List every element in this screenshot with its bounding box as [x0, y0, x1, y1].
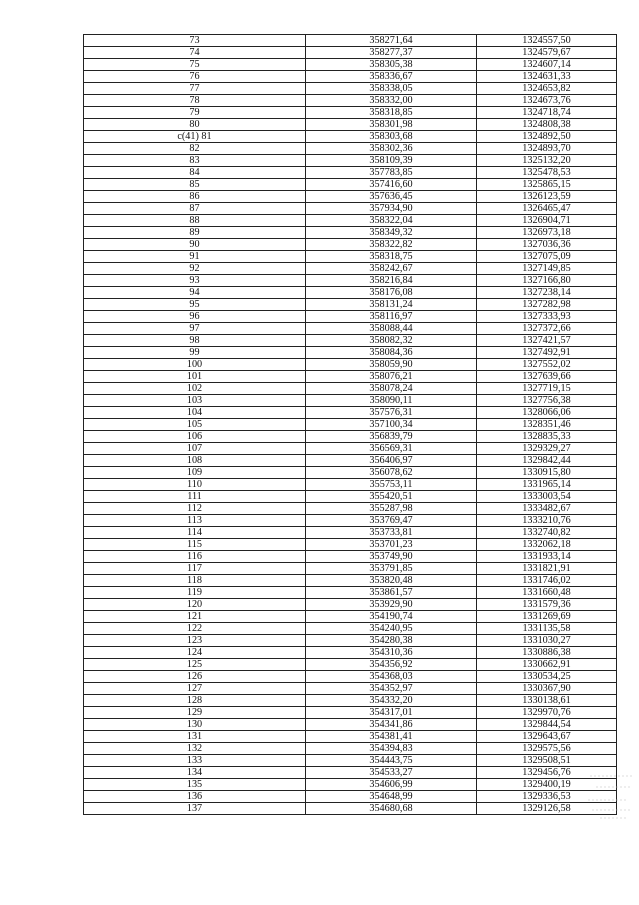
table-row	[84, 551, 617, 563]
table-row	[84, 407, 617, 419]
table-row	[84, 371, 617, 383]
y-coordinate-cell: 1331135,58	[477, 623, 617, 635]
table-row	[84, 527, 617, 539]
point-number-cell: 100	[84, 359, 306, 371]
table-row	[84, 287, 617, 299]
table-row	[84, 299, 617, 311]
coordinates-table-body	[84, 35, 617, 815]
y-coordinate-cell: 1331965,14	[477, 479, 617, 491]
y-coordinate-cell: 1327036,36	[477, 239, 617, 251]
y-coordinate-cell: 1327075,09	[477, 251, 617, 263]
x-coordinate-cell: 358084,36	[306, 347, 477, 359]
y-coordinate-cell: 1330886,38	[477, 647, 617, 659]
point-number-cell: 78	[84, 95, 306, 107]
x-coordinate-cell: 358059,90	[306, 359, 477, 371]
x-coordinate-cell: 355420,51	[306, 491, 477, 503]
x-coordinate-cell: 358349,32	[306, 227, 477, 239]
y-coordinate-cell: 1326123,59	[477, 191, 617, 203]
x-coordinate-cell: 358336,67	[306, 71, 477, 83]
point-number-cell: 91	[84, 251, 306, 263]
point-number-cell: 97	[84, 323, 306, 335]
y-coordinate-cell: 1329844,54	[477, 719, 617, 731]
table-row	[84, 803, 617, 815]
x-coordinate-cell: 354190,74	[306, 611, 477, 623]
table-row	[84, 83, 617, 95]
point-number-cell: 137	[84, 803, 306, 815]
table-row	[84, 347, 617, 359]
y-coordinate-cell: 1327333,93	[477, 311, 617, 323]
y-coordinate-cell: 1325478,53	[477, 167, 617, 179]
x-coordinate-cell: 357100,34	[306, 419, 477, 431]
point-number-cell: 99	[84, 347, 306, 359]
y-coordinate-cell: 1330367,90	[477, 683, 617, 695]
y-coordinate-cell: 1328835,33	[477, 431, 617, 443]
table-row	[84, 107, 617, 119]
y-coordinate-cell: 1324892,50	[477, 131, 617, 143]
x-coordinate-cell: 358078,24	[306, 383, 477, 395]
table-row	[84, 659, 617, 671]
point-number-cell: 102	[84, 383, 306, 395]
table-row	[84, 731, 617, 743]
x-coordinate-cell: 358338,05	[306, 83, 477, 95]
x-coordinate-cell: 354648,99	[306, 791, 477, 803]
point-number-cell: 124	[84, 647, 306, 659]
y-coordinate-cell: 1325132,20	[477, 155, 617, 167]
y-coordinate-cell: 1327238,14	[477, 287, 617, 299]
table-row	[84, 707, 617, 719]
y-coordinate-cell: 1327372,66	[477, 323, 617, 335]
point-number-cell: 119	[84, 587, 306, 599]
table-row	[84, 335, 617, 347]
table-row	[84, 719, 617, 731]
point-number-cell: 106	[84, 431, 306, 443]
table-row	[84, 323, 617, 335]
table-row	[84, 623, 617, 635]
point-number-cell: 133	[84, 755, 306, 767]
x-coordinate-cell: 358271,64	[306, 35, 477, 47]
table-row	[84, 635, 617, 647]
x-coordinate-cell: 355287,98	[306, 503, 477, 515]
table-row	[84, 515, 617, 527]
table-row	[84, 443, 617, 455]
x-coordinate-cell: 354368,03	[306, 671, 477, 683]
point-number-cell: 105	[84, 419, 306, 431]
y-coordinate-cell: 1324653,82	[477, 83, 617, 95]
x-coordinate-cell: 354394,83	[306, 743, 477, 755]
x-coordinate-cell: 356078,62	[306, 467, 477, 479]
point-number-cell: 93	[84, 275, 306, 287]
table-row	[84, 383, 617, 395]
point-number-cell: 84	[84, 167, 306, 179]
point-number-cell: 114	[84, 527, 306, 539]
x-coordinate-cell: 354443,75	[306, 755, 477, 767]
x-coordinate-cell: 356406,97	[306, 455, 477, 467]
x-coordinate-cell: 353929,90	[306, 599, 477, 611]
point-number-cell: 75	[84, 59, 306, 71]
y-coordinate-cell: 1329329,27	[477, 443, 617, 455]
x-coordinate-cell: 358216,84	[306, 275, 477, 287]
x-coordinate-cell: 358305,38	[306, 59, 477, 71]
y-coordinate-cell: 1330138,61	[477, 695, 617, 707]
point-number-cell: 109	[84, 467, 306, 479]
y-coordinate-cell: 1329970,76	[477, 707, 617, 719]
y-coordinate-cell: 1327756,38	[477, 395, 617, 407]
point-number-cell: 136	[84, 791, 306, 803]
table-row	[84, 47, 617, 59]
point-number-cell: 131	[84, 731, 306, 743]
table-row	[84, 695, 617, 707]
x-coordinate-cell: 357636,45	[306, 191, 477, 203]
table-row	[84, 467, 617, 479]
y-coordinate-cell: 1332062,18	[477, 539, 617, 551]
y-coordinate-cell: 1328066,06	[477, 407, 617, 419]
x-coordinate-cell: 358109,39	[306, 155, 477, 167]
table-row	[84, 611, 617, 623]
y-coordinate-cell: 1324607,14	[477, 59, 617, 71]
y-coordinate-cell: 1324579,67	[477, 47, 617, 59]
y-coordinate-cell: 1324893,70	[477, 143, 617, 155]
x-coordinate-cell: 358088,44	[306, 323, 477, 335]
table-row	[84, 395, 617, 407]
point-number-cell: 129	[84, 707, 306, 719]
coordinates-table	[83, 34, 617, 815]
y-coordinate-cell: 1324631,33	[477, 71, 617, 83]
point-number-cell: 98	[84, 335, 306, 347]
x-coordinate-cell: 358301,98	[306, 119, 477, 131]
x-coordinate-cell: 354280,38	[306, 635, 477, 647]
x-coordinate-cell: 357783,85	[306, 167, 477, 179]
point-number-cell: 92	[84, 263, 306, 275]
table-row	[84, 59, 617, 71]
table-row	[84, 755, 617, 767]
point-number-cell: 88	[84, 215, 306, 227]
x-coordinate-cell: 354381,41	[306, 731, 477, 743]
point-number-cell: 130	[84, 719, 306, 731]
point-number-cell: 125	[84, 659, 306, 671]
table-row	[84, 539, 617, 551]
y-coordinate-cell: 1324808,38	[477, 119, 617, 131]
table-row	[84, 743, 617, 755]
y-coordinate-cell: 1326904,71	[477, 215, 617, 227]
table-row	[84, 203, 617, 215]
x-coordinate-cell: 355753,11	[306, 479, 477, 491]
x-coordinate-cell: 358318,75	[306, 251, 477, 263]
y-coordinate-cell: 1329643,67	[477, 731, 617, 743]
y-coordinate-cell: 1330534,25	[477, 671, 617, 683]
y-coordinate-cell: 1326465,47	[477, 203, 617, 215]
x-coordinate-cell: 353749,90	[306, 551, 477, 563]
point-number-cell: 96	[84, 311, 306, 323]
point-number-cell: 126	[84, 671, 306, 683]
table-row	[84, 779, 617, 791]
x-coordinate-cell: 356569,31	[306, 443, 477, 455]
table-row	[84, 647, 617, 659]
point-number-cell: 101	[84, 371, 306, 383]
table-row	[84, 791, 617, 803]
x-coordinate-cell: 358116,97	[306, 311, 477, 323]
point-number-cell: 107	[84, 443, 306, 455]
x-coordinate-cell: 358303,68	[306, 131, 477, 143]
table-row	[84, 767, 617, 779]
point-number-cell: 111	[84, 491, 306, 503]
table-row	[84, 563, 617, 575]
point-number-cell: 128	[84, 695, 306, 707]
table-row	[84, 359, 617, 371]
x-coordinate-cell: 357416,60	[306, 179, 477, 191]
table-row	[84, 455, 617, 467]
table-row	[84, 191, 617, 203]
y-coordinate-cell: 1327639,66	[477, 371, 617, 383]
table-row	[84, 215, 617, 227]
y-coordinate-cell: 1327492,91	[477, 347, 617, 359]
y-coordinate-cell: 1333003,54	[477, 491, 617, 503]
table-row	[84, 95, 617, 107]
point-number-cell: 117	[84, 563, 306, 575]
point-number-cell: 82	[84, 143, 306, 155]
table-row	[84, 479, 617, 491]
point-number-cell: 87	[84, 203, 306, 215]
y-coordinate-cell: 1329842,44	[477, 455, 617, 467]
point-number-cell: 79	[84, 107, 306, 119]
point-number-cell: 115	[84, 539, 306, 551]
point-number-cell: 89	[84, 227, 306, 239]
x-coordinate-cell: 354240,95	[306, 623, 477, 635]
table-row	[84, 143, 617, 155]
table-row	[84, 263, 617, 275]
x-coordinate-cell: 353769,47	[306, 515, 477, 527]
x-coordinate-cell: 358176,08	[306, 287, 477, 299]
point-number-cell: 74	[84, 47, 306, 59]
y-coordinate-cell: 1327282,98	[477, 299, 617, 311]
x-coordinate-cell: 354606,99	[306, 779, 477, 791]
y-coordinate-cell: 1331746,02	[477, 575, 617, 587]
y-coordinate-cell: 1324718,74	[477, 107, 617, 119]
point-number-cell: 112	[84, 503, 306, 515]
point-number-cell: 83	[84, 155, 306, 167]
table-row	[84, 503, 617, 515]
table-row	[84, 167, 617, 179]
y-coordinate-cell: 1333210,76	[477, 515, 617, 527]
table-row	[84, 155, 617, 167]
y-coordinate-cell: 1331933,14	[477, 551, 617, 563]
table-row	[84, 239, 617, 251]
y-coordinate-cell: 1329456,76	[477, 767, 617, 779]
table-row	[84, 671, 617, 683]
x-coordinate-cell: 354356,92	[306, 659, 477, 671]
point-number-cell: 76	[84, 71, 306, 83]
point-number-cell: 122	[84, 623, 306, 635]
y-coordinate-cell: 1327166,80	[477, 275, 617, 287]
y-coordinate-cell: 1324557,50	[477, 35, 617, 47]
x-coordinate-cell: 358131,24	[306, 299, 477, 311]
x-coordinate-cell: 358076,21	[306, 371, 477, 383]
y-coordinate-cell: 1330662,91	[477, 659, 617, 671]
table-row	[84, 683, 617, 695]
point-number-cell: 104	[84, 407, 306, 419]
point-number-cell: 123	[84, 635, 306, 647]
table-row	[84, 419, 617, 431]
x-coordinate-cell: 358082,32	[306, 335, 477, 347]
x-coordinate-cell: 354332,20	[306, 695, 477, 707]
y-coordinate-cell: 1331030,27	[477, 635, 617, 647]
x-coordinate-cell: 353861,57	[306, 587, 477, 599]
y-coordinate-cell: 1329336,53	[477, 791, 617, 803]
y-coordinate-cell: 1331269,69	[477, 611, 617, 623]
point-number-cell: 113	[84, 515, 306, 527]
table-row	[84, 575, 617, 587]
y-coordinate-cell: 1331660,48	[477, 587, 617, 599]
x-coordinate-cell: 354533,27	[306, 767, 477, 779]
point-number-cell: 120	[84, 599, 306, 611]
table-row	[84, 431, 617, 443]
x-coordinate-cell: 358277,37	[306, 47, 477, 59]
y-coordinate-cell: 1327421,57	[477, 335, 617, 347]
x-coordinate-cell: 358322,04	[306, 215, 477, 227]
x-coordinate-cell: 354352,97	[306, 683, 477, 695]
point-number-cell: 95	[84, 299, 306, 311]
y-coordinate-cell: 1329126,58	[477, 803, 617, 815]
table-row	[84, 119, 617, 131]
y-coordinate-cell: 1324673,76	[477, 95, 617, 107]
table-row	[84, 599, 617, 611]
table-row	[84, 71, 617, 83]
point-number-cell: c(41) 81	[84, 131, 306, 143]
point-number-cell: 121	[84, 611, 306, 623]
x-coordinate-cell: 358090,11	[306, 395, 477, 407]
x-coordinate-cell: 353791,85	[306, 563, 477, 575]
y-coordinate-cell: 1329508,51	[477, 755, 617, 767]
x-coordinate-cell: 356839,79	[306, 431, 477, 443]
table-row	[84, 251, 617, 263]
y-coordinate-cell: 1325865,15	[477, 179, 617, 191]
x-coordinate-cell: 358242,67	[306, 263, 477, 275]
x-coordinate-cell: 358318,85	[306, 107, 477, 119]
x-coordinate-cell: 358332,00	[306, 95, 477, 107]
x-coordinate-cell: 353820,48	[306, 575, 477, 587]
point-number-cell: 108	[84, 455, 306, 467]
table-row	[84, 227, 617, 239]
point-number-cell: 103	[84, 395, 306, 407]
y-coordinate-cell: 1331579,36	[477, 599, 617, 611]
y-coordinate-cell: 1330915,80	[477, 467, 617, 479]
point-number-cell: 132	[84, 743, 306, 755]
x-coordinate-cell: 357576,31	[306, 407, 477, 419]
point-number-cell: 90	[84, 239, 306, 251]
point-number-cell: 127	[84, 683, 306, 695]
y-coordinate-cell: 1332740,82	[477, 527, 617, 539]
y-coordinate-cell: 1326973,18	[477, 227, 617, 239]
point-number-cell: 86	[84, 191, 306, 203]
table-row	[84, 491, 617, 503]
y-coordinate-cell: 1327719,15	[477, 383, 617, 395]
point-number-cell: 80	[84, 119, 306, 131]
y-coordinate-cell: 1329400,19	[477, 779, 617, 791]
x-coordinate-cell: 354680,68	[306, 803, 477, 815]
x-coordinate-cell: 354341,86	[306, 719, 477, 731]
table-row	[84, 587, 617, 599]
y-coordinate-cell: 1329575,56	[477, 743, 617, 755]
point-number-cell: 94	[84, 287, 306, 299]
x-coordinate-cell: 354310,36	[306, 647, 477, 659]
point-number-cell: 77	[84, 83, 306, 95]
point-number-cell: 110	[84, 479, 306, 491]
x-coordinate-cell: 354317,01	[306, 707, 477, 719]
table-row	[84, 275, 617, 287]
table-row	[84, 311, 617, 323]
y-coordinate-cell: 1331821,91	[477, 563, 617, 575]
y-coordinate-cell: 1328351,46	[477, 419, 617, 431]
point-number-cell: 135	[84, 779, 306, 791]
x-coordinate-cell: 358302,36	[306, 143, 477, 155]
x-coordinate-cell: 353701,23	[306, 539, 477, 551]
point-number-cell: 73	[84, 35, 306, 47]
point-number-cell: 134	[84, 767, 306, 779]
y-coordinate-cell: 1327552,02	[477, 359, 617, 371]
x-coordinate-cell: 357934,90	[306, 203, 477, 215]
x-coordinate-cell: 358322,82	[306, 239, 477, 251]
x-coordinate-cell: 353733,81	[306, 527, 477, 539]
point-number-cell: 118	[84, 575, 306, 587]
y-coordinate-cell: 1327149,85	[477, 263, 617, 275]
point-number-cell: 116	[84, 551, 306, 563]
point-number-cell: 85	[84, 179, 306, 191]
faint-stamp-traces	[588, 773, 634, 821]
table-row	[84, 131, 617, 143]
y-coordinate-cell: 1333482,67	[477, 503, 617, 515]
table-row	[84, 179, 617, 191]
table-row	[84, 35, 617, 47]
